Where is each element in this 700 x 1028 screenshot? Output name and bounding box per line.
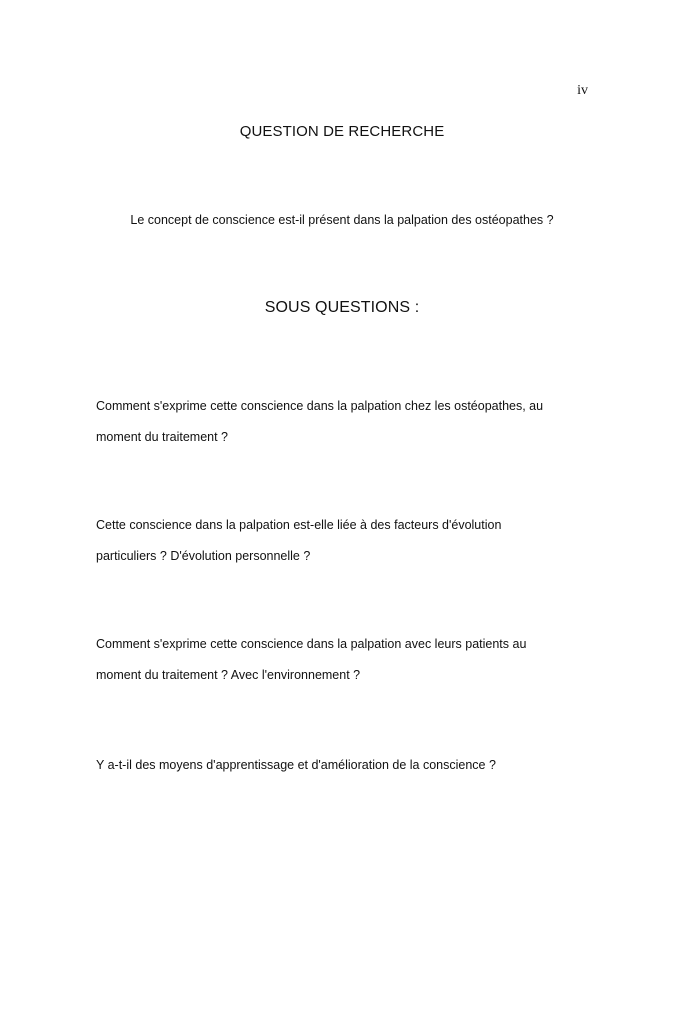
- sub-question-4-line-1: Y a-t-il des moyens d'apprentissage et d'amélioration de la conscience ?: [96, 758, 496, 772]
- page-number: iv: [577, 83, 588, 98]
- sub-question-2-line-1: Cette conscience dans la palpation est-elle liée à des facteurs d'évolution: [96, 518, 502, 532]
- sub-question-1-line-2: moment du traitement ?: [96, 430, 229, 444]
- sub-question-2: [96, 510, 588, 572]
- sub-questions-heading: SOUS QUESTIONS :: [264, 299, 420, 316]
- research-question: Le concept de conscience est-il présent dans la palpation des ostéopathes ?: [130, 213, 554, 227]
- sub-question-2-line-2: particuliers ? D'évolution personnelle ?: [96, 549, 311, 563]
- sub-question-3-line-1: Comment s'exprime cette conscience dans la palpation avec leurs patients au: [96, 637, 527, 651]
- sub-question-4: [96, 750, 588, 781]
- sub-question-1-line-1: Comment s'exprime cette conscience dans la palpation chez les ostéopathes, au: [96, 399, 544, 413]
- main-heading: QUESTION DE RECHERCHE: [239, 123, 445, 140]
- sub-question-1: [96, 391, 588, 453]
- sub-question-3: [96, 629, 588, 691]
- sub-question-3-line-2: moment du traitement ? Avec l'environnement ?: [96, 668, 361, 682]
